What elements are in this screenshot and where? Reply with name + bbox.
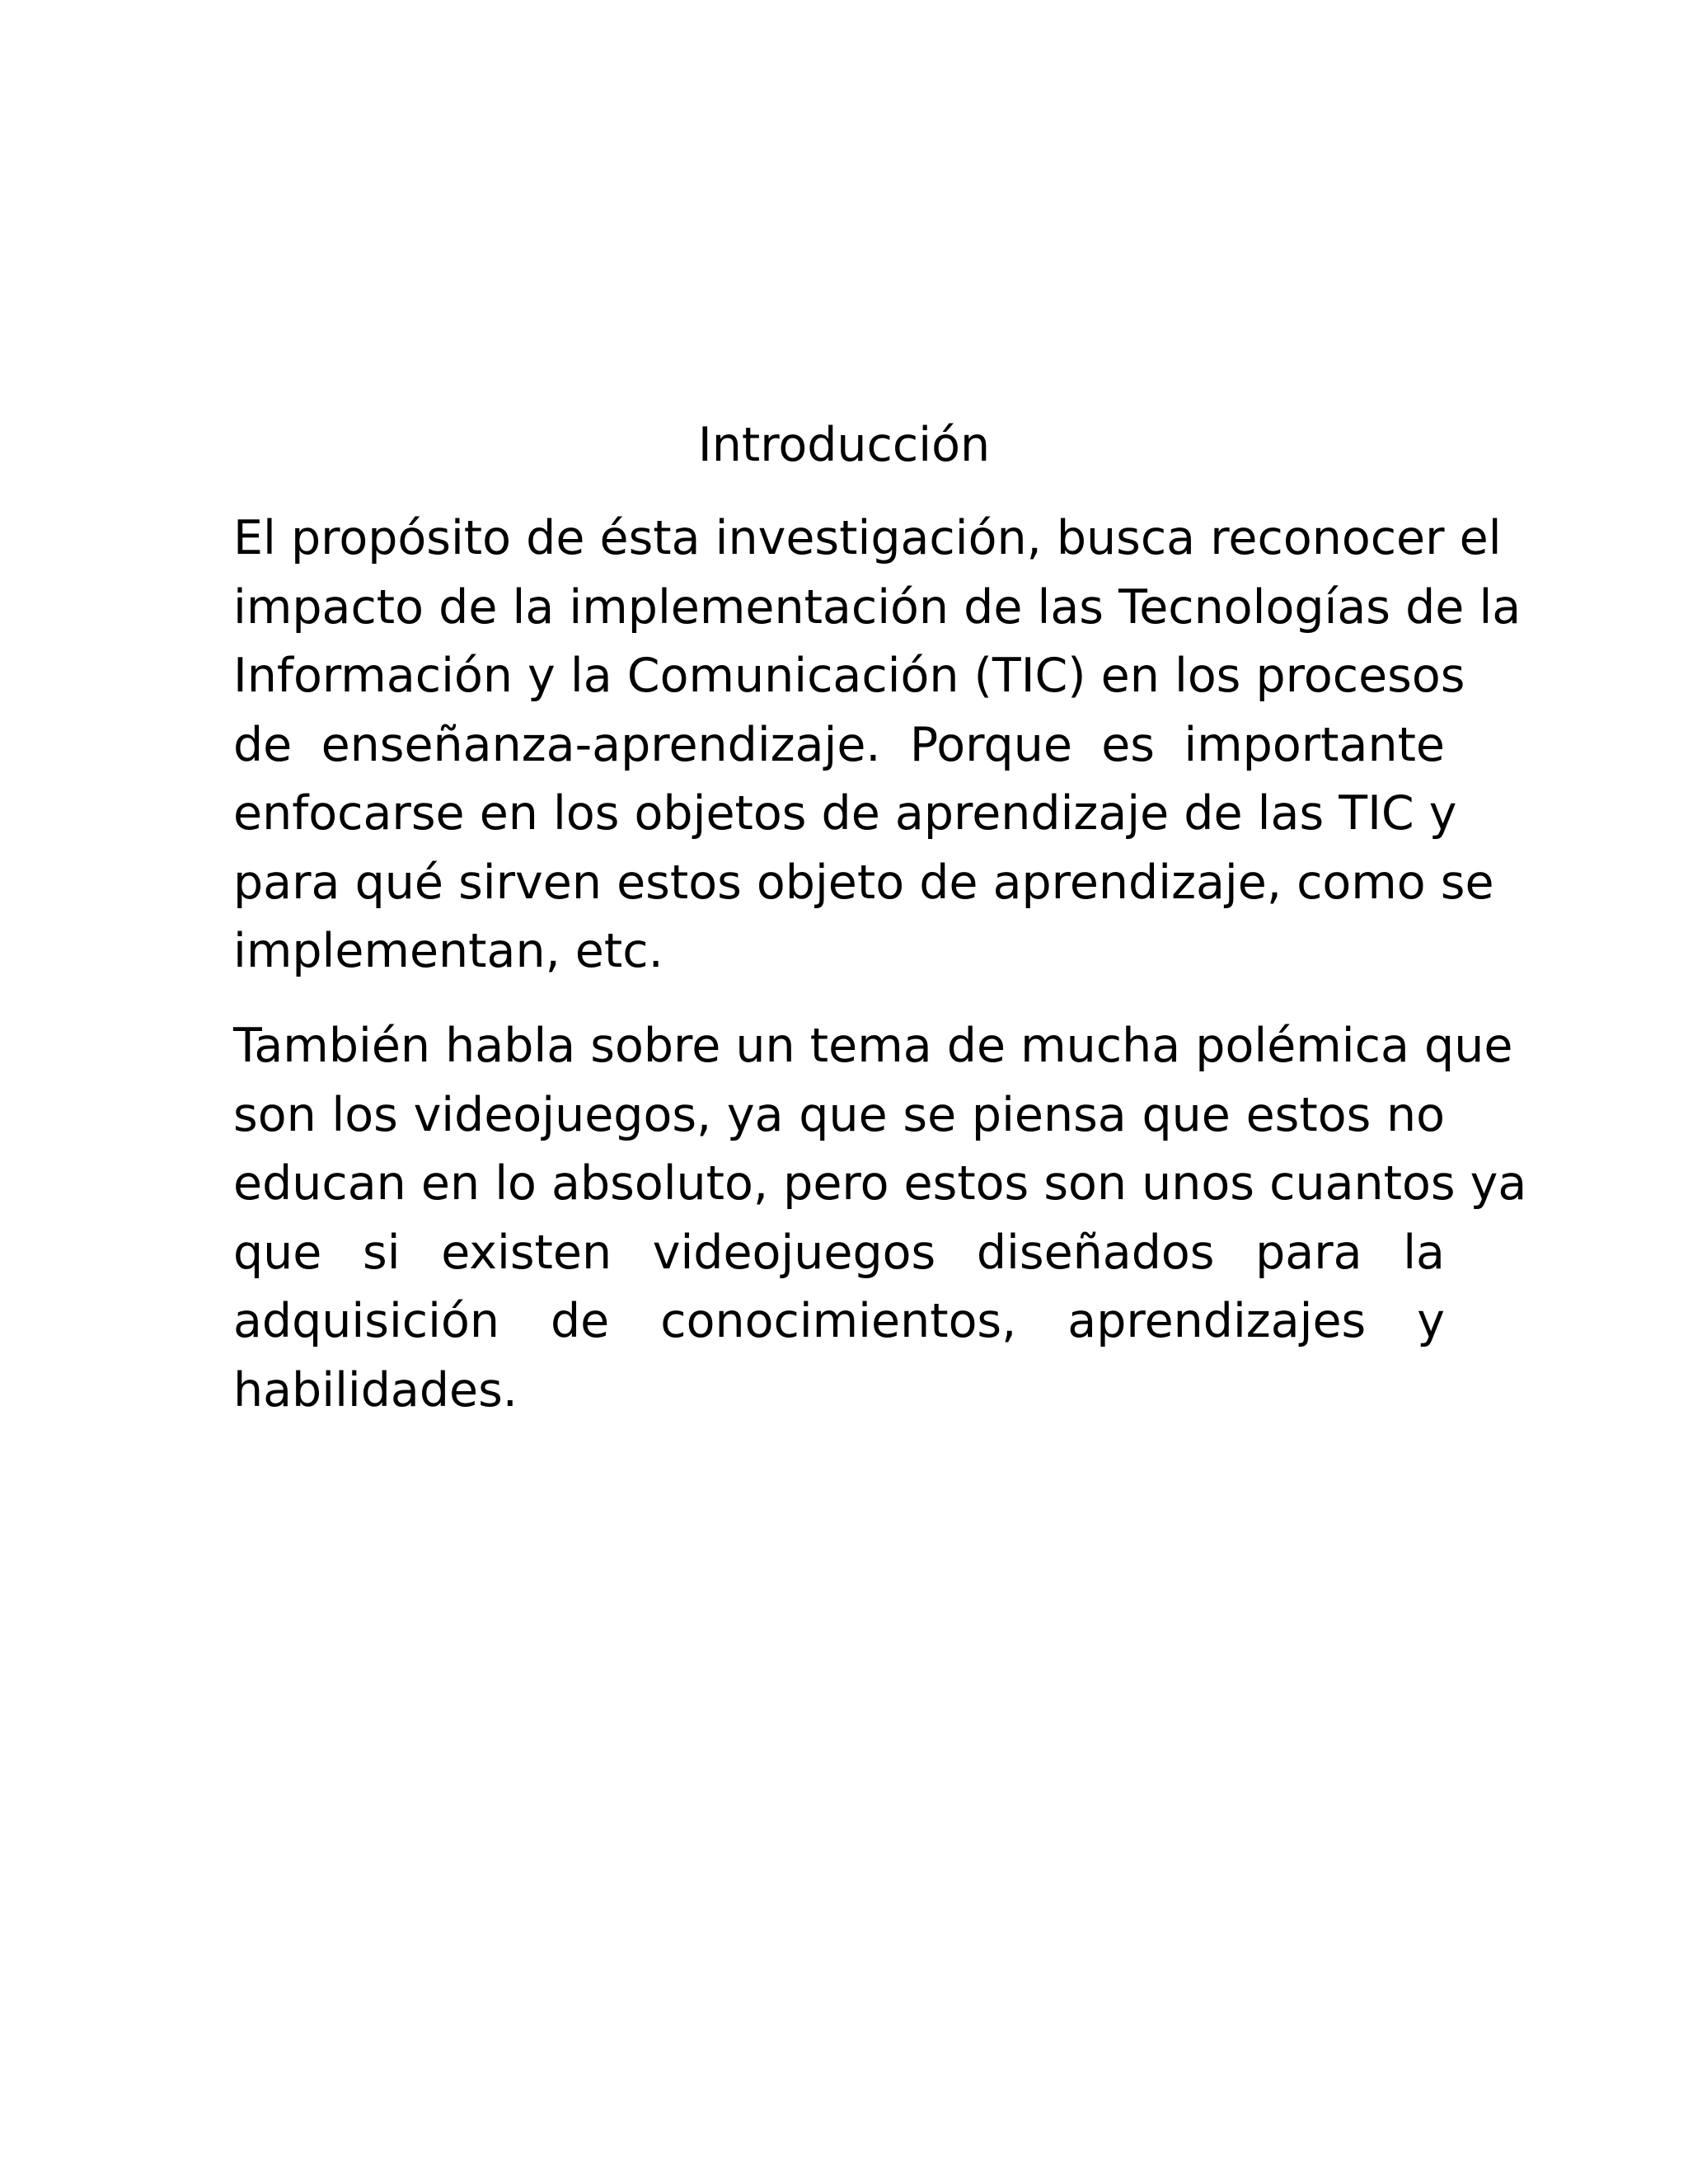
paragraph-introduction	[233, 504, 1522, 987]
paragraph-line: habilidades.	[233, 1362, 518, 1418]
paragraph-line: implementan, etc.	[233, 924, 663, 978]
paragraph-line: de enseñanza-aprendizaje. Porque es importante	[233, 717, 1445, 772]
paragraph-line: El propósito de ésta investigación, busca reconocer el	[233, 511, 1502, 565]
paragraph-line: son los videojuegos, ya que se piensa que estos no	[233, 1087, 1445, 1142]
paragraph-line: Información y la Comunicación (TIC) en los procesos	[233, 649, 1465, 703]
paragraph-line: adquisición de conocimientos, aprendizajes y	[233, 1294, 1445, 1348]
paragraph-line: para qué sirven estos objeto de aprendizaje, como se	[233, 855, 1494, 910]
paragraph-line: También habla sobre un tema de mucha polémica que	[233, 1019, 1513, 1073]
paragraph-line: educan en lo absoluto, pero estos son unos cuantos ya	[233, 1156, 1527, 1211]
paragraph-videogames	[233, 1012, 1527, 1425]
paragraph-line: impacto de la implementación de las Tecnologías de la	[233, 579, 1522, 635]
paragraph-line: que si existen videojuegos diseñados para la	[233, 1225, 1445, 1280]
page-title: Introducción	[697, 418, 991, 472]
paragraph-line: enfocarse en los objetos de aprendizaje de las TIC y	[233, 786, 1457, 841]
